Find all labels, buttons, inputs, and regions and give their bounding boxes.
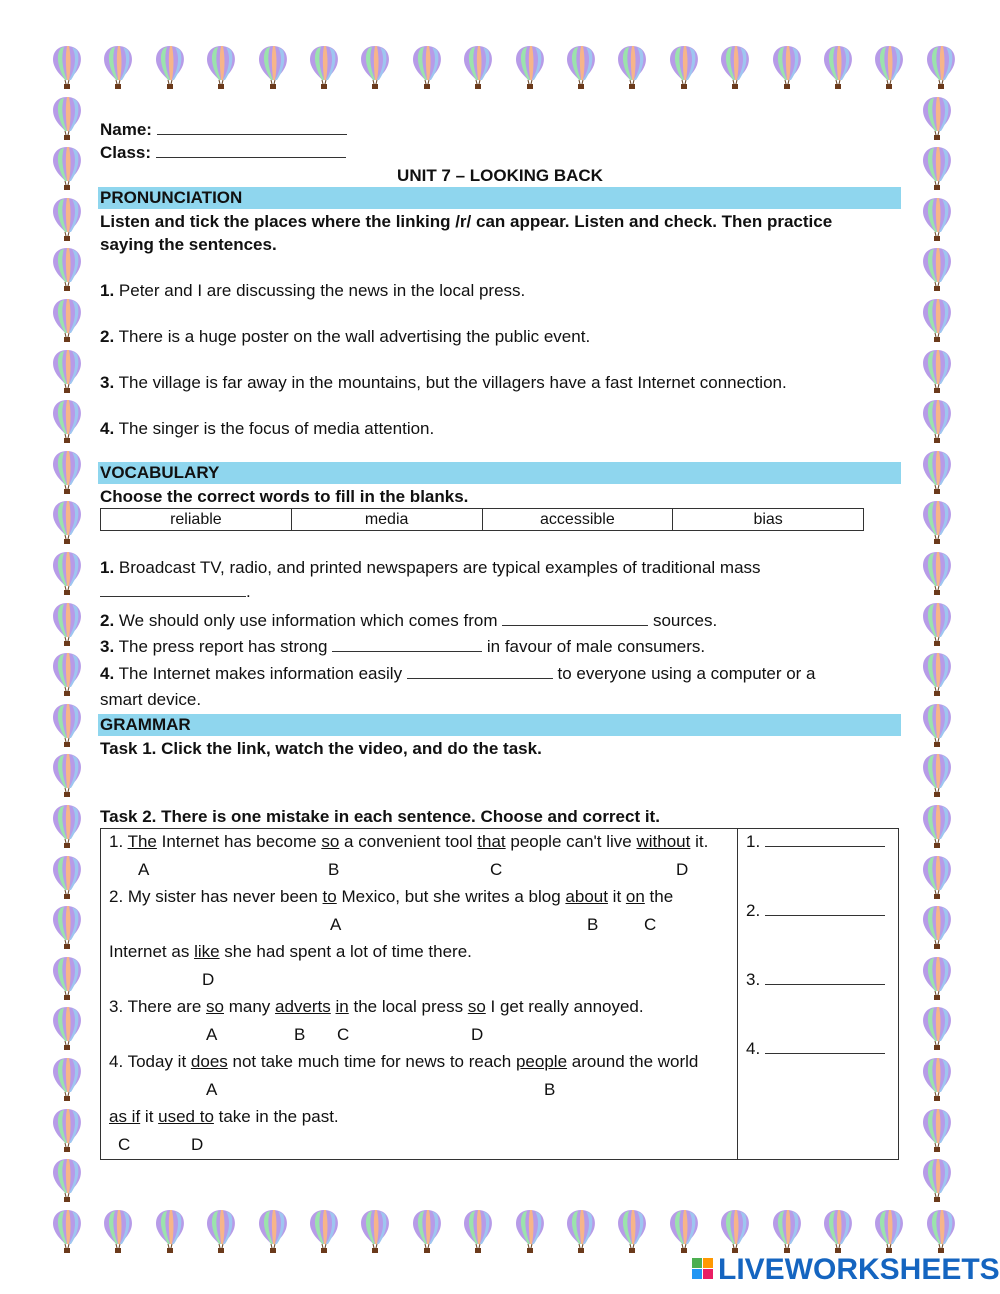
s3-letter-a[interactable]: A bbox=[206, 1025, 218, 1044]
s3-letter-b[interactable]: B bbox=[294, 1025, 306, 1044]
s4-letter-c[interactable]: C bbox=[118, 1135, 131, 1154]
balloon-icon bbox=[307, 44, 341, 90]
vocab-q1-blank[interactable] bbox=[100, 582, 246, 597]
balloon-icon bbox=[50, 1005, 84, 1051]
word-reliable[interactable]: reliable bbox=[101, 509, 292, 530]
vocab-q4-blank[interactable] bbox=[407, 664, 553, 679]
balloon-icon bbox=[50, 955, 84, 1001]
vocab-q2-blank[interactable] bbox=[502, 611, 648, 626]
balloon-icon bbox=[920, 398, 954, 444]
balloon-icon bbox=[920, 449, 954, 495]
vocabulary-heading: VOCABULARY bbox=[98, 462, 901, 484]
sentence-3: 3. There are so many adverts in the local press so I get really annoyed. bbox=[109, 997, 644, 1016]
balloon-icon bbox=[924, 1208, 958, 1254]
balloon-icon bbox=[204, 44, 238, 90]
balloon-icon bbox=[920, 196, 954, 242]
balloon-icon bbox=[513, 44, 547, 90]
balloon-icon bbox=[872, 44, 906, 90]
vocabulary-instruction: Choose the correct words to fill in the blanks. bbox=[100, 487, 469, 506]
balloon-icon bbox=[50, 398, 84, 444]
answer-2-input[interactable] bbox=[765, 901, 885, 916]
grammar-heading: GRAMMAR bbox=[98, 714, 901, 736]
balloon-icon bbox=[50, 297, 84, 343]
s4-letter-a[interactable]: A bbox=[206, 1080, 218, 1099]
balloon-icon bbox=[50, 44, 84, 90]
vocab-q3: 3. The press report has strong in favour of male consumers. bbox=[100, 637, 706, 656]
balloon-icon bbox=[358, 1208, 392, 1254]
balloon-icon bbox=[920, 1107, 954, 1153]
balloon-icon bbox=[920, 601, 954, 647]
balloon-icon bbox=[461, 44, 495, 90]
balloon-icon bbox=[770, 44, 804, 90]
balloon-icon bbox=[50, 1107, 84, 1153]
pronunciation-instruction-1: Listen and tick the places where the linking /r/ can appear. Listen and check. Then practice bbox=[100, 212, 833, 231]
pron-item-3: 3. The village is far away in the mountains, but the villagers have a fast Internet connection. bbox=[100, 373, 787, 392]
balloon-icon bbox=[667, 1208, 701, 1254]
s2-letter-b[interactable]: B bbox=[587, 915, 599, 934]
vocab-q4: 4. The Internet makes information easily to everyone using a computer or a bbox=[100, 664, 816, 683]
vocab-q1-blank-line: . bbox=[100, 582, 251, 602]
balloon-icon bbox=[615, 44, 649, 90]
sentence-2-cont: Internet as like she had spent a lot of time there. bbox=[109, 942, 472, 961]
s1-letter-d[interactable]: D bbox=[676, 860, 689, 879]
answer-3: 3. bbox=[746, 970, 885, 990]
word-bank bbox=[100, 508, 864, 531]
s3-letter-d[interactable]: D bbox=[471, 1025, 484, 1044]
balloon-icon bbox=[50, 1157, 84, 1203]
s2-letter-a[interactable]: A bbox=[330, 915, 342, 934]
s2-letter-d[interactable]: D bbox=[202, 970, 215, 989]
balloon-icon bbox=[667, 44, 701, 90]
balloon-icon bbox=[101, 44, 135, 90]
balloon-icon bbox=[50, 601, 84, 647]
balloon-icon bbox=[924, 44, 958, 90]
balloon-icon bbox=[50, 499, 84, 545]
word-bias[interactable]: bias bbox=[753, 511, 783, 528]
balloon-icon bbox=[821, 1208, 855, 1254]
pron-item-4: 4. The singer is the focus of media attention. bbox=[100, 419, 435, 438]
balloon-icon bbox=[153, 1208, 187, 1254]
balloon-icon bbox=[615, 1208, 649, 1254]
pron-item-1: 1. Peter and I are discussing the news in the local press. bbox=[100, 281, 526, 300]
balloon-icon bbox=[920, 95, 954, 141]
balloon-icon bbox=[920, 246, 954, 292]
balloon-icon bbox=[204, 1208, 238, 1254]
balloon-icon bbox=[50, 651, 84, 697]
answer-4: 4. bbox=[746, 1039, 885, 1059]
balloon-icon bbox=[50, 145, 84, 191]
balloon-icon bbox=[920, 1056, 954, 1102]
balloon-icon bbox=[50, 803, 84, 849]
answer-3-input[interactable] bbox=[765, 970, 885, 985]
s2-letter-c[interactable]: C bbox=[644, 915, 657, 934]
sentence-4: 4. Today it does not take much time for news to reach people around the world bbox=[109, 1052, 699, 1071]
s1-letter-a[interactable]: A bbox=[138, 860, 150, 879]
class-field[interactable] bbox=[100, 143, 346, 163]
balloon-icon bbox=[920, 904, 954, 950]
balloon-icon bbox=[50, 348, 84, 394]
answer-1: 1. bbox=[746, 832, 885, 852]
balloon-icon bbox=[920, 1157, 954, 1203]
balloon-icon bbox=[920, 348, 954, 394]
balloon-icon bbox=[256, 44, 290, 90]
task1-instruction[interactable]: Task 1. Click the link, watch the video, and do the task. bbox=[100, 739, 542, 758]
balloon-icon bbox=[153, 44, 187, 90]
balloon-icon bbox=[872, 1208, 906, 1254]
balloon-icon bbox=[920, 297, 954, 343]
balloon-icon bbox=[461, 1208, 495, 1254]
balloon-icon bbox=[256, 1208, 290, 1254]
pron-item-2: 2. There is a huge poster on the wall advertising the public event. bbox=[100, 327, 591, 346]
liveworksheets-brand[interactable]: LIVEWORKSHEETS bbox=[718, 1253, 1000, 1286]
balloon-icon bbox=[307, 1208, 341, 1254]
balloon-icon bbox=[920, 752, 954, 798]
vocab-q1: 1. Broadcast TV, radio, and printed newspapers are typical examples of traditional mass bbox=[100, 558, 761, 577]
balloon-icon bbox=[920, 550, 954, 596]
vocab-q3-blank[interactable] bbox=[332, 637, 482, 652]
balloon-icon bbox=[410, 44, 444, 90]
sentence-1: 1. The Internet has become so a convenient tool that people can't live without it. bbox=[109, 832, 709, 851]
balloon-icon bbox=[770, 1208, 804, 1254]
balloon-icon bbox=[358, 44, 392, 90]
balloon-icon bbox=[920, 145, 954, 191]
balloon-icon bbox=[50, 196, 84, 242]
balloon-icon bbox=[50, 1056, 84, 1102]
liveworksheets-logo-icon bbox=[692, 1258, 714, 1282]
sentence-4-cont: as if it used to take in the past. bbox=[109, 1107, 339, 1126]
balloon-icon bbox=[564, 1208, 598, 1254]
name-field[interactable] bbox=[100, 120, 347, 140]
balloon-icon bbox=[50, 246, 84, 292]
balloon-icon bbox=[718, 44, 752, 90]
task2-instruction: Task 2. There is one mistake in each sentence. Choose and correct it. bbox=[100, 807, 660, 826]
balloon-icon bbox=[920, 651, 954, 697]
page-title: UNIT 7 – LOOKING BACK bbox=[397, 166, 603, 185]
balloon-icon bbox=[50, 1208, 84, 1254]
class-label: Class: bbox=[100, 143, 156, 162]
s4-letter-b[interactable]: B bbox=[544, 1080, 556, 1099]
balloon-icon bbox=[50, 854, 84, 900]
word-media[interactable]: media bbox=[292, 509, 483, 530]
sentence-2: 2. My sister has never been to Mexico, but she writes a blog about it on the bbox=[109, 887, 674, 906]
balloon-icon bbox=[920, 1005, 954, 1051]
balloon-icon bbox=[50, 702, 84, 748]
s1-letter-c[interactable]: C bbox=[490, 860, 503, 879]
balloon-icon bbox=[513, 1208, 547, 1254]
name-label: Name: bbox=[100, 120, 157, 139]
balloon-icon bbox=[718, 1208, 752, 1254]
balloon-icon bbox=[50, 449, 84, 495]
balloon-icon bbox=[920, 955, 954, 1001]
balloon-icon bbox=[50, 904, 84, 950]
vocab-q2: 2. We should only use information which comes from sources. bbox=[100, 611, 718, 630]
balloon-icon bbox=[50, 550, 84, 596]
pronunciation-instruction-2: saying the sentences. bbox=[100, 235, 277, 254]
s3-letter-c[interactable]: C bbox=[337, 1025, 350, 1044]
balloon-icon bbox=[50, 752, 84, 798]
balloon-icon bbox=[50, 95, 84, 141]
pronunciation-heading: PRONUNCIATION bbox=[98, 187, 901, 209]
vocab-q4-line2: smart device. bbox=[100, 690, 202, 709]
s1-letter-b[interactable]: B bbox=[328, 860, 340, 879]
word-accessible[interactable]: accessible bbox=[483, 509, 674, 530]
balloon-icon bbox=[920, 702, 954, 748]
balloon-icon bbox=[821, 44, 855, 90]
balloon-icon bbox=[920, 803, 954, 849]
balloon-icon bbox=[920, 499, 954, 545]
answer-1-input[interactable] bbox=[765, 832, 885, 847]
balloon-icon bbox=[920, 854, 954, 900]
s4-letter-d[interactable]: D bbox=[191, 1135, 204, 1154]
answer-2: 2. bbox=[746, 901, 885, 921]
balloon-icon bbox=[410, 1208, 444, 1254]
task2-divider bbox=[737, 829, 738, 1159]
balloon-icon bbox=[564, 44, 598, 90]
balloon-icon bbox=[101, 1208, 135, 1254]
answer-4-input[interactable] bbox=[765, 1039, 885, 1054]
